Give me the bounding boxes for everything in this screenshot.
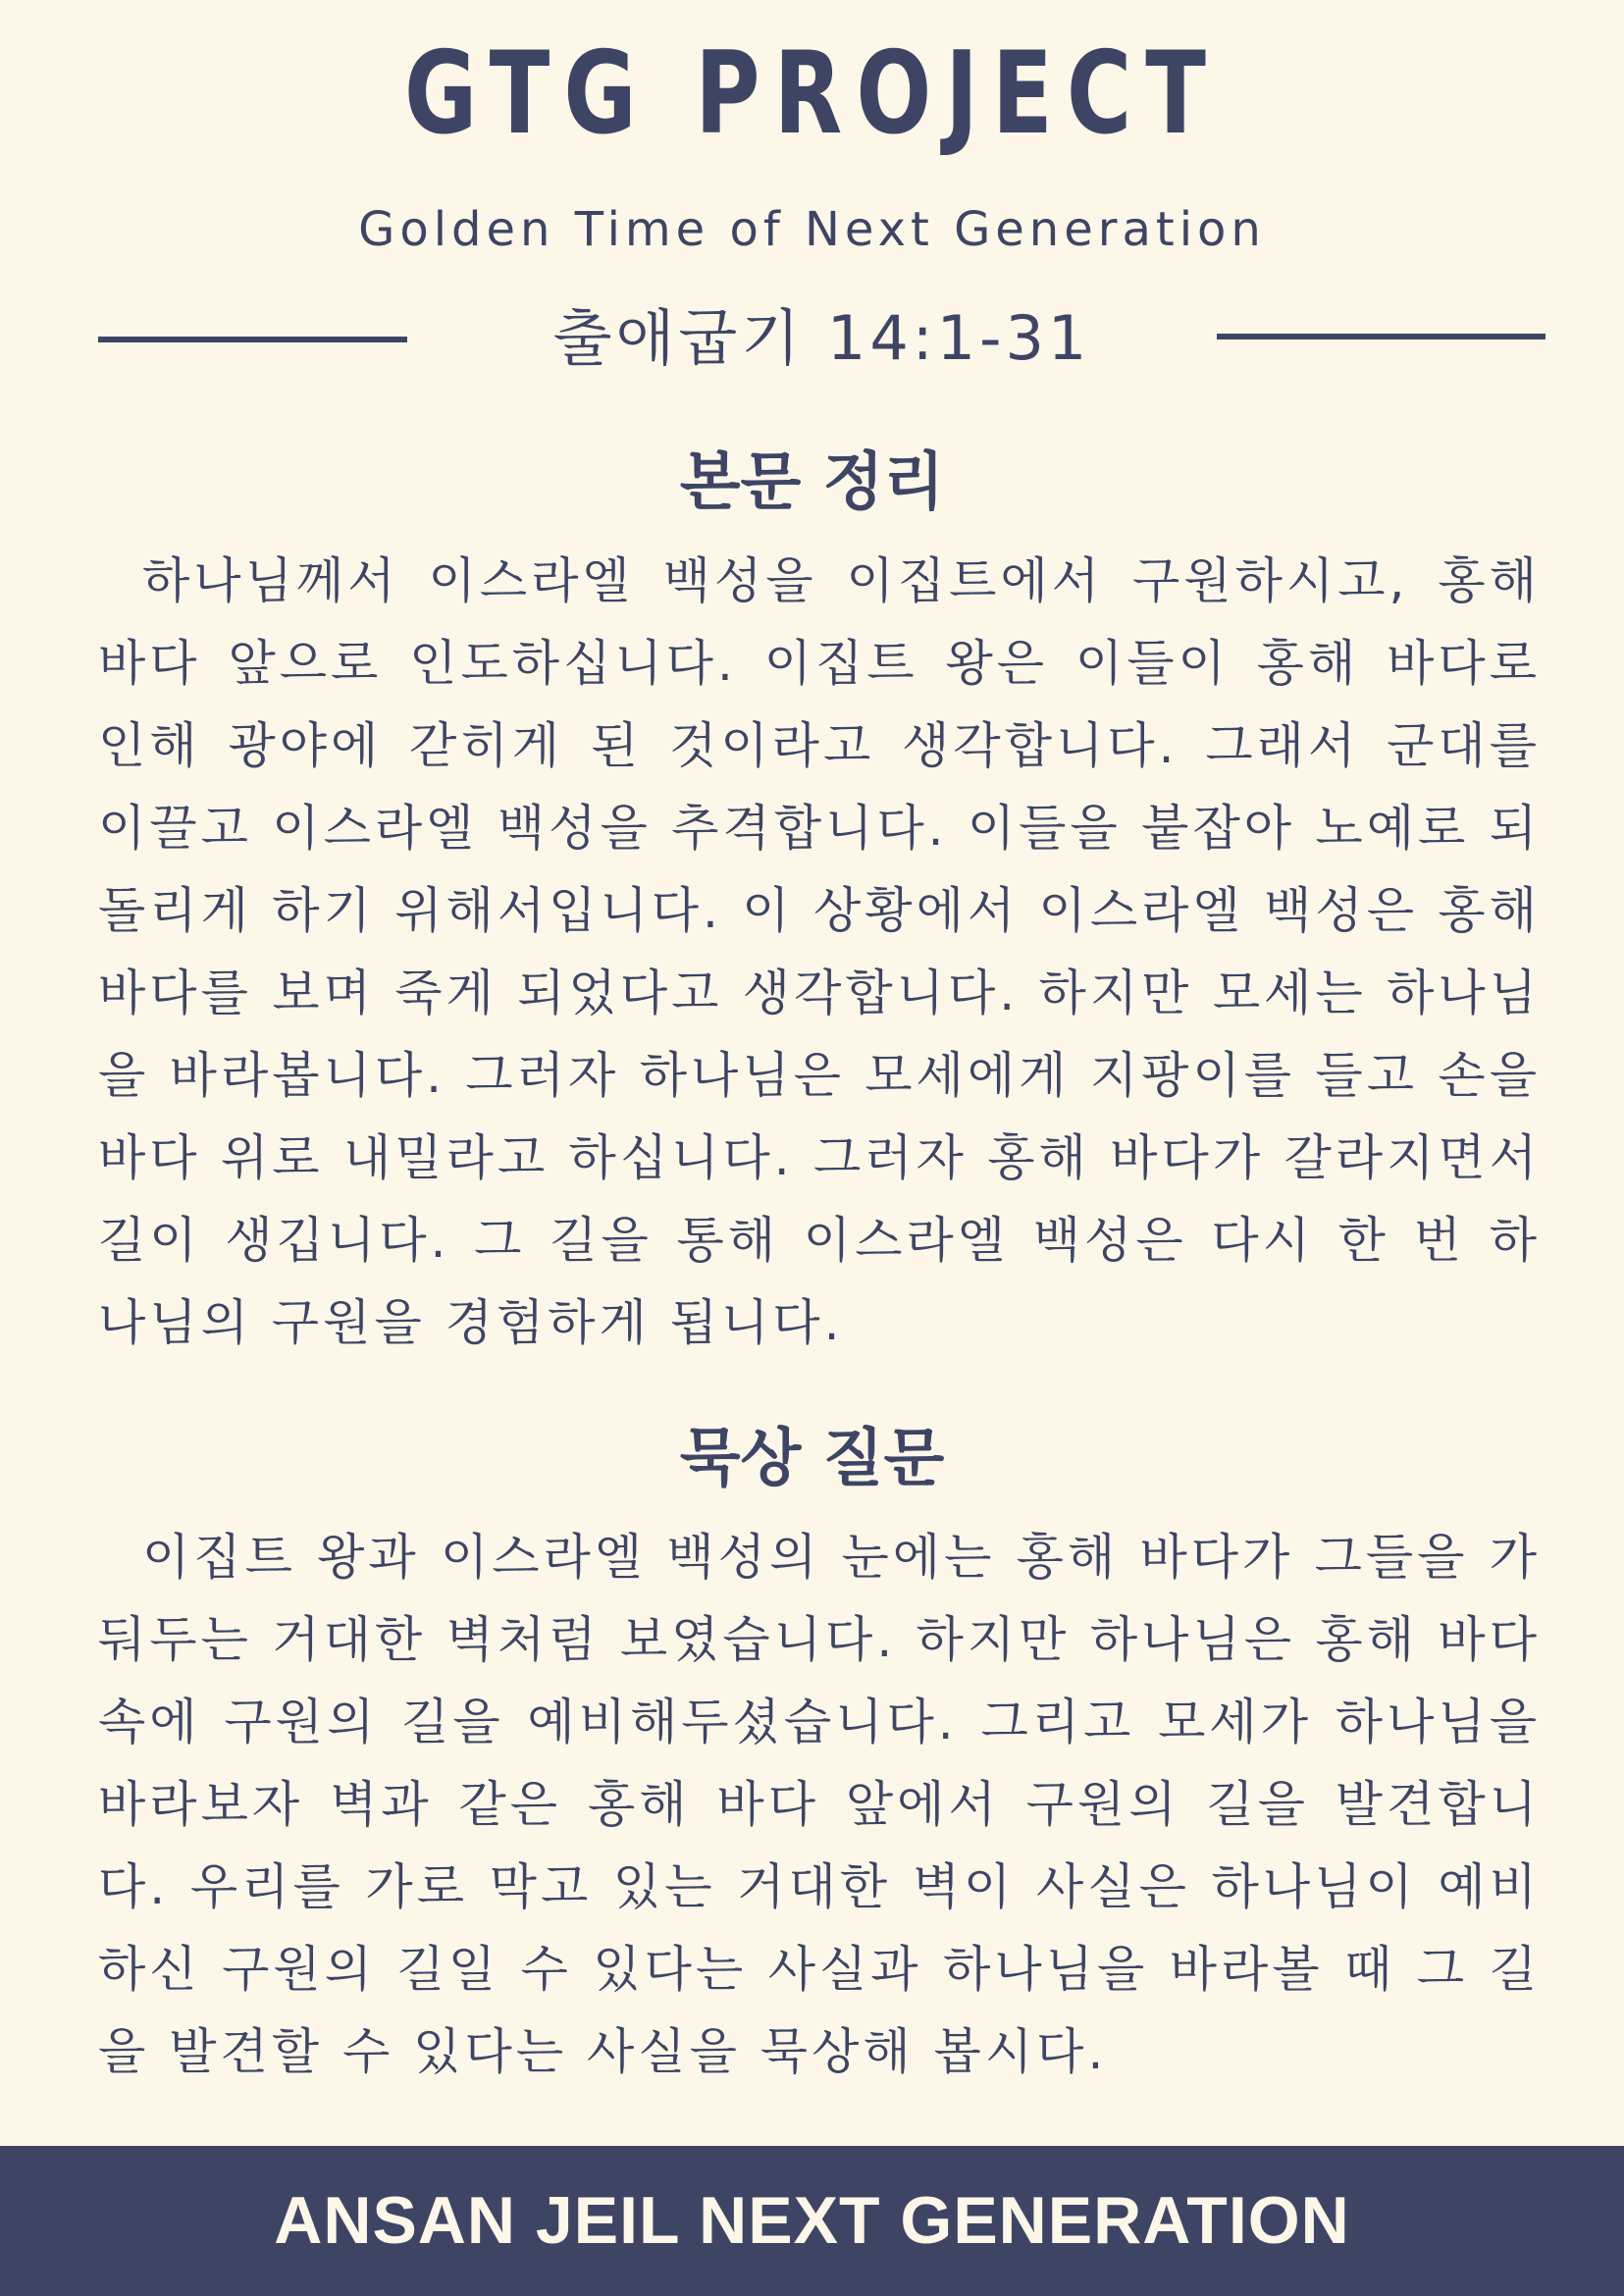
scripture-reference: 출애굽기 14:1-31 [552,302,1091,374]
right-divider [1217,334,1545,339]
meditation-body: 이집트 왕과 이스라엘 백성의 눈에는 홍해 바다가 그들을 가둬두는 거대한 벽처럼 보였습니다. 하지만 하나님은 홍해 바다 속에 구원의 길을 예비해두셨습니다. 그리고 모세가 하나님을 바라보자 벽과 같은 홍해 바다 앞에서 구원의 길을 발견합니다. 우리를 가로 막고 있는 거대한 벽이 사실은 하나님이 예비하신 구원의 길일 수 있다는 사실과 하나님을 바라볼 때 그 길을 발견할 수 있다는 사실을 묵상해 봅시다. [98,1529,1541,2080]
footer-text: ANSAN JEIL NEXT GENERATION [274,2183,1350,2258]
meditation-heading: 묵상 질문 [679,1423,945,1495]
footer-banner [0,2146,1624,2296]
page-subtitle: Golden Time of Next Generation [358,202,1266,257]
summary-heading: 본문 정리 [679,446,945,519]
scripture-row [98,299,1545,378]
summary-body: 하나님께서 이스라엘 백성을 이집트에서 구원하시고, 홍해 바다 앞으로 인도하십니다. 이집트 왕은 이들이 홍해 바다로 인해 광야에 갇히게 된 것이라고 생각합니다. 그래서 군대를 이끌고 이스라엘 백성을 추격합니다. 이들을 붙잡아 노예로 되돌리게 하기 위해서입니다. 이 상황에서 이스라엘 백성은 홍해 바다를 보며 죽게 되었다고 생각합니다. 하지만 모세는 하나님을 바라봅니다. 그러자 하나님은 모세에게 지팡이를 들고 손을 바다 위로 내밀라고 하십니다. 그러자 홍해 바다가 갈라지면서 길이 생깁니다. 그 길을 통해 이스라엘 백성은 다시 한 번 하나님의 구원을 경험하게 됩니다. [98,552,1541,1351]
page-title: GTG PROJECT [403,27,1221,160]
